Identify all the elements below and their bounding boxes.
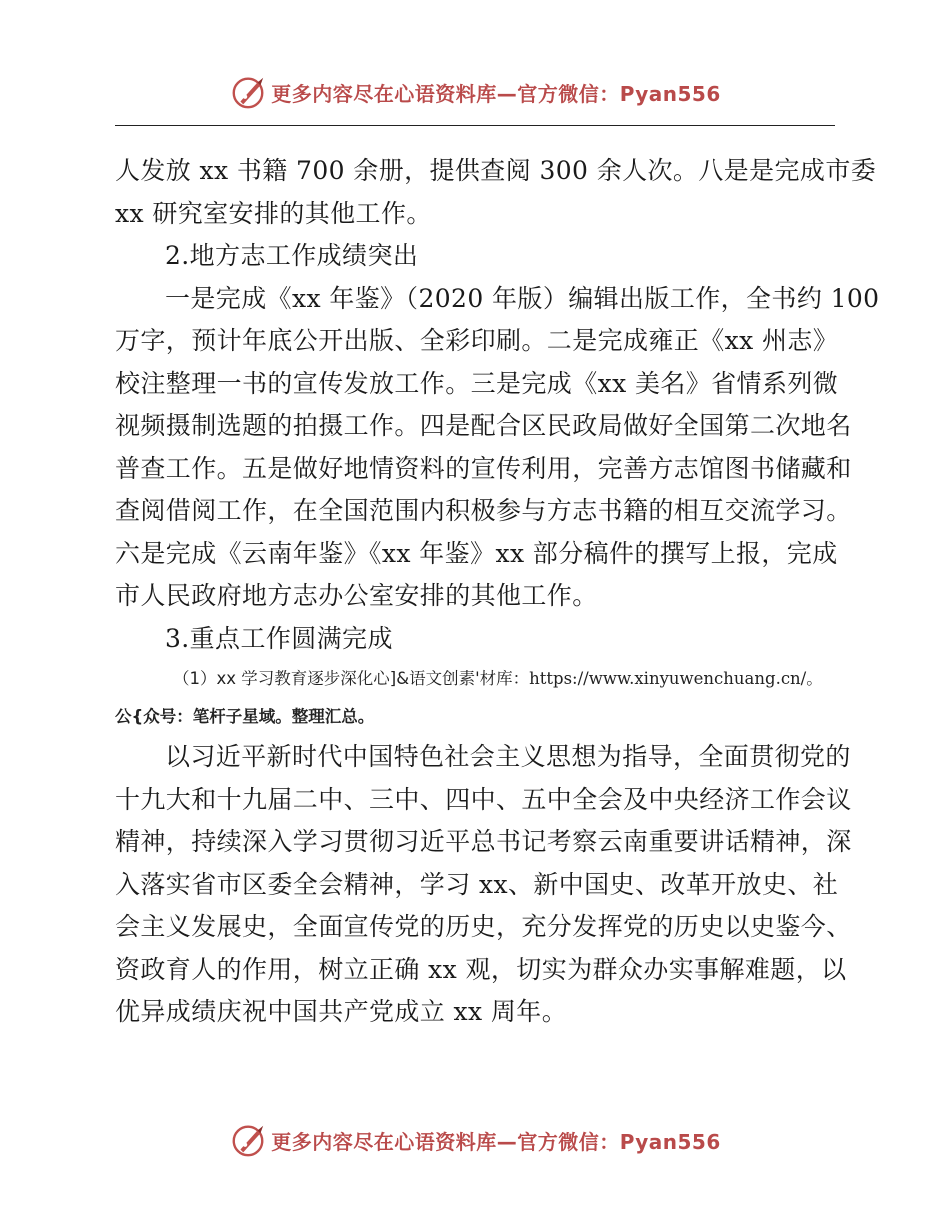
paragraph-line: 万字，预计年底公开出版、全彩印刷。二是完成雍正《xx 州志》 — [115, 326, 839, 355]
watermark-text: （1）xx 学习教育逐步深化心]&语文创素'材库： — [173, 669, 530, 688]
paragraph-line: 查阅借阅工作，在全国范围内积极参与方志书籍的相互交流学习。 — [115, 496, 852, 525]
paragraph-line: 校注整理一书的宣传发放工作。三是完成《xx 美名》省情系列微 — [115, 368, 839, 398]
paragraph-line: 六是完成《云南年鉴》《xx 年鉴》xx 部分稿件的撰写上报，完成 — [115, 538, 838, 568]
paragraph-line: 精神，持续深入学习贯彻习近平总书记考察云南重要讲话精神，深 — [115, 827, 852, 856]
watermark-url: https://www.xinyuwenchuang.cn/ — [529, 669, 807, 688]
header-banner — [0, 70, 950, 114]
paragraph-line: 会主义发展史，全面宣传党的历史，充分发挥党的历史以史鉴今、 — [115, 912, 852, 941]
paragraph-line: 普查工作。五是做好地情资料的宣传利用，完善方志馆图书储藏和 — [115, 453, 852, 483]
header-banner-text: 更多内容尽在心语资料库—官方微信：Pyan556 — [271, 81, 721, 106]
section-heading: 2.地方志工作成绩突出 — [165, 241, 419, 270]
paragraph-line: 人发放 xx 书籍 700 余册，提供查阅 300 余人次。八是是完成市委 — [115, 156, 877, 185]
watermark-text: 公{众号：笔杆子星域。整理汇总。 — [115, 707, 375, 726]
document-body — [115, 150, 880, 1034]
quill-logo-icon — [229, 1121, 267, 1159]
watermark-text: 。 — [806, 669, 823, 688]
section-heading: 3.重点工作圆满完成 — [165, 623, 393, 653]
paragraph-line: 十九大和十九届二中、三中、四中、五中全会及中央经济工作会议 — [115, 784, 852, 814]
paragraph-line: 优异成绩庆祝中国共产党成立 xx 周年。 — [115, 997, 568, 1026]
quill-logo-icon — [229, 73, 267, 111]
paragraph-line: 入落实省市区委全会精神，学习 xx、新中国史、改革开放史、社 — [115, 869, 839, 899]
footer-banner — [0, 1118, 950, 1162]
paragraph-line: 一是完成《xx 年鉴》（2020 年版）编辑出版工作，全书约 100 — [165, 283, 880, 313]
header-rule — [115, 125, 835, 126]
paragraph-line: 视频摄制选题的拍摄工作。四是配合区民政局做好全国第二次地名 — [115, 411, 852, 440]
paragraph-line: 市人民政府地方志办公室安排的其他工作。 — [115, 581, 598, 610]
watermark-line — [115, 660, 837, 698]
watermark-line — [115, 698, 837, 736]
footer-banner-text: 更多内容尽在心语资料库—官方微信：Pyan556 — [271, 1129, 721, 1154]
paragraph-line: 资政育人的作用，树立正确 xx 观，切实为群众办实事解难题，以 — [115, 954, 847, 984]
paragraph-line: xx 研究室安排的其他工作。 — [115, 198, 432, 228]
paragraph-line: 以习近平新时代中国特色社会主义思想为指导，全面贯彻党的 — [165, 742, 851, 771]
